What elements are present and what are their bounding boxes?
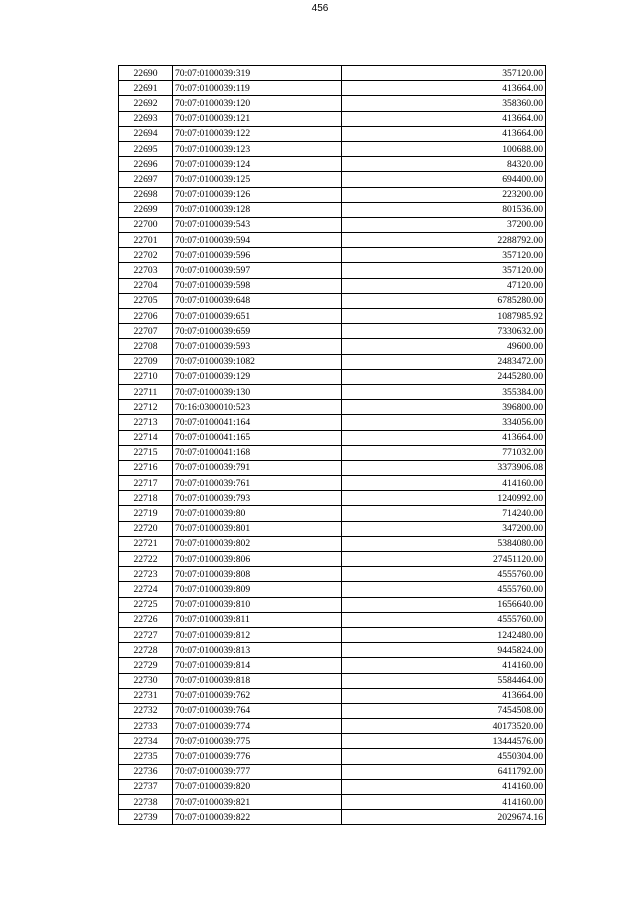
row-number: 22697 — [119, 172, 173, 187]
cadastral-value: 49600.00 — [342, 339, 546, 354]
row-number: 22704 — [119, 278, 173, 293]
row-number: 22695 — [119, 141, 173, 156]
cadastral-number: 70:07:0100039:593 — [173, 339, 342, 354]
cadastral-number: 70:07:0100039:651 — [173, 309, 342, 324]
cadastral-value: 413664.00 — [342, 688, 546, 703]
table-row — [119, 217, 546, 232]
row-number: 22739 — [119, 810, 173, 825]
cadastral-value: 357120.00 — [342, 248, 546, 263]
cadastral-number: 70:07:0100039:812 — [173, 627, 342, 642]
cadastral-number: 70:07:0100041:164 — [173, 415, 342, 430]
cadastral-value: 6785280.00 — [342, 293, 546, 308]
table-row — [119, 582, 546, 597]
cadastral-number: 70:07:0100039:777 — [173, 764, 342, 779]
page-number: 456 — [311, 3, 329, 14]
cadastral-number: 70:07:0100039:818 — [173, 673, 342, 688]
cadastral-value: 396800.00 — [342, 400, 546, 415]
cadastral-value: 413664.00 — [342, 111, 546, 126]
cadastral-value: 6411792.00 — [342, 764, 546, 779]
cadastral-value: 7454508.00 — [342, 703, 546, 718]
cadastral-number: 70:07:0100039:594 — [173, 233, 342, 248]
table-row — [119, 293, 546, 308]
row-number: 22736 — [119, 764, 173, 779]
table-row — [119, 673, 546, 688]
row-number: 22706 — [119, 309, 173, 324]
cadastral-number: 70:07:0100039:119 — [173, 81, 342, 96]
cadastral-number: 70:07:0100039:808 — [173, 567, 342, 582]
cadastral-value: 40173520.00 — [342, 719, 546, 734]
row-number: 22703 — [119, 263, 173, 278]
row-number: 22707 — [119, 324, 173, 339]
cadastral-number: 70:07:0100039:761 — [173, 476, 342, 491]
cadastral-value: 355384.00 — [342, 384, 546, 399]
cadastral-number: 70:07:0100039:793 — [173, 491, 342, 506]
cadastral-number: 70:07:0100039:774 — [173, 719, 342, 734]
row-number: 22731 — [119, 688, 173, 703]
table-row — [119, 658, 546, 673]
table-row — [119, 749, 546, 764]
table-row — [119, 552, 546, 567]
cadastral-number: 70:07:0100039:596 — [173, 248, 342, 263]
table-row — [119, 324, 546, 339]
row-number: 22692 — [119, 96, 173, 111]
table-row — [119, 688, 546, 703]
table-row — [119, 476, 546, 491]
row-number: 22722 — [119, 552, 173, 567]
row-number: 22719 — [119, 506, 173, 521]
cadastral-number: 70:07:0100039:130 — [173, 384, 342, 399]
cadastral-number: 70:07:0100039:810 — [173, 597, 342, 612]
row-number: 22711 — [119, 384, 173, 399]
row-number: 22738 — [119, 795, 173, 810]
row-number: 22732 — [119, 703, 173, 718]
cadastral-number: 70:07:0100039:822 — [173, 810, 342, 825]
table-row — [119, 111, 546, 126]
cadastral-value: 27451120.00 — [342, 552, 546, 567]
cadastral-number: 70:07:0100039:814 — [173, 658, 342, 673]
cadastral-number: 70:07:0100039:813 — [173, 643, 342, 658]
cadastral-number: 70:07:0100041:168 — [173, 445, 342, 460]
table-row — [119, 384, 546, 399]
cadastral-value: 2483472.00 — [342, 354, 546, 369]
cadastral-number: 70:07:0100039:122 — [173, 126, 342, 141]
cadastral-number: 70:16:0300010:523 — [173, 400, 342, 415]
row-number: 22728 — [119, 643, 173, 658]
cadastral-value: 84320.00 — [342, 157, 546, 172]
row-number: 22725 — [119, 597, 173, 612]
row-number: 22708 — [119, 339, 173, 354]
cadastral-value: 1087985.92 — [342, 309, 546, 324]
cadastral-value: 1240992.00 — [342, 491, 546, 506]
table-row — [119, 248, 546, 263]
cadastral-number: 70:07:0100039:821 — [173, 795, 342, 810]
row-number: 22721 — [119, 536, 173, 551]
table-row — [119, 612, 546, 627]
cadastral-value: 4555760.00 — [342, 612, 546, 627]
cadastral-value: 334056.00 — [342, 415, 546, 430]
cadastral-number: 70:07:0100039:543 — [173, 217, 342, 232]
row-number: 22709 — [119, 354, 173, 369]
table-row — [119, 430, 546, 445]
cadastral-value: 2445280.00 — [342, 369, 546, 384]
cadastral-number: 70:07:0100039:659 — [173, 324, 342, 339]
row-number: 22734 — [119, 734, 173, 749]
row-number: 22702 — [119, 248, 173, 263]
cadastral-number: 70:07:0100039:128 — [173, 202, 342, 217]
table-row — [119, 643, 546, 658]
cadastral-number: 70:07:0100039:775 — [173, 734, 342, 749]
table-row — [119, 567, 546, 582]
cadastral-number: 70:07:0100039:811 — [173, 612, 342, 627]
cadastral-number: 70:07:0100039:123 — [173, 141, 342, 156]
cadastral-value: 413664.00 — [342, 430, 546, 445]
table-row — [119, 126, 546, 141]
row-number: 22723 — [119, 567, 173, 582]
table-row — [119, 536, 546, 551]
row-number: 22699 — [119, 202, 173, 217]
row-number: 22715 — [119, 445, 173, 460]
table-row — [119, 263, 546, 278]
row-number: 22694 — [119, 126, 173, 141]
cadastral-number: 70:07:0100039:124 — [173, 157, 342, 172]
row-number: 22717 — [119, 476, 173, 491]
row-number: 22727 — [119, 627, 173, 642]
table-row — [119, 734, 546, 749]
table-row — [119, 202, 546, 217]
table-row — [119, 460, 546, 475]
cadastral-number: 70:07:0100039:597 — [173, 263, 342, 278]
table-row — [119, 779, 546, 794]
table-row — [119, 339, 546, 354]
cadastral-value: 47120.00 — [342, 278, 546, 293]
cadastral-value: 9445824.00 — [342, 643, 546, 658]
row-number: 22690 — [119, 66, 173, 81]
row-number: 22726 — [119, 612, 173, 627]
table-row — [119, 81, 546, 96]
row-number: 22713 — [119, 415, 173, 430]
row-number: 22730 — [119, 673, 173, 688]
cadastral-value: 414160.00 — [342, 658, 546, 673]
table-row — [119, 703, 546, 718]
row-number: 22696 — [119, 157, 173, 172]
cadastral-number: 70:07:0100039:776 — [173, 749, 342, 764]
table-row — [119, 810, 546, 825]
row-number: 22735 — [119, 749, 173, 764]
table-row — [119, 369, 546, 384]
table-row — [119, 172, 546, 187]
cadastral-value: 358360.00 — [342, 96, 546, 111]
row-number: 22712 — [119, 400, 173, 415]
table-row — [119, 233, 546, 248]
table-row — [119, 506, 546, 521]
table-row — [119, 187, 546, 202]
cadastral-number: 70:07:0100039:806 — [173, 552, 342, 567]
row-number: 22700 — [119, 217, 173, 232]
row-number: 22733 — [119, 719, 173, 734]
cadastral-number: 70:07:0100039:762 — [173, 688, 342, 703]
cadastral-value: 414160.00 — [342, 795, 546, 810]
row-number: 22701 — [119, 233, 173, 248]
row-number: 22698 — [119, 187, 173, 202]
row-number: 22716 — [119, 460, 173, 475]
cadastral-number: 70:07:0100039:125 — [173, 172, 342, 187]
cadastral-number: 70:07:0100039:764 — [173, 703, 342, 718]
row-number: 22710 — [119, 369, 173, 384]
row-number: 22714 — [119, 430, 173, 445]
cadastral-value: 414160.00 — [342, 476, 546, 491]
table-row — [119, 719, 546, 734]
cadastral-value: 801536.00 — [342, 202, 546, 217]
cadastral-value: 694400.00 — [342, 172, 546, 187]
cadastral-value: 357120.00 — [342, 263, 546, 278]
cadastral-value: 357120.00 — [342, 66, 546, 81]
cadastral-number: 70:07:0100039:820 — [173, 779, 342, 794]
table-row — [119, 66, 546, 81]
table-row — [119, 445, 546, 460]
cadastral-value: 413664.00 — [342, 126, 546, 141]
row-number: 22691 — [119, 81, 173, 96]
cadastral-number: 70:07:0100041:165 — [173, 430, 342, 445]
cadastral-value: 771032.00 — [342, 445, 546, 460]
cadastral-value: 4555760.00 — [342, 567, 546, 582]
cadastral-value: 413664.00 — [342, 81, 546, 96]
cadastral-value-table — [118, 65, 546, 825]
table-row — [119, 400, 546, 415]
table-row — [119, 795, 546, 810]
table-body — [119, 66, 546, 825]
cadastral-value: 347200.00 — [342, 521, 546, 536]
table-row — [119, 141, 546, 156]
row-number: 22737 — [119, 779, 173, 794]
row-number: 22693 — [119, 111, 173, 126]
cadastral-value: 714240.00 — [342, 506, 546, 521]
table-row — [119, 627, 546, 642]
cadastral-value: 13444576.00 — [342, 734, 546, 749]
table-row — [119, 96, 546, 111]
cadastral-value: 2029674.16 — [342, 810, 546, 825]
cadastral-number: 70:07:0100039:80 — [173, 506, 342, 521]
cadastral-number: 70:07:0100039:120 — [173, 96, 342, 111]
row-number: 22705 — [119, 293, 173, 308]
table-row — [119, 354, 546, 369]
cadastral-value: 7330632.00 — [342, 324, 546, 339]
cadastral-value: 1656640.00 — [342, 597, 546, 612]
row-number: 22729 — [119, 658, 173, 673]
cadastral-value: 2288792.00 — [342, 233, 546, 248]
cadastral-value: 414160.00 — [342, 779, 546, 794]
table-row — [119, 309, 546, 324]
cadastral-value: 3373906.08 — [342, 460, 546, 475]
row-number: 22720 — [119, 521, 173, 536]
cadastral-value: 100688.00 — [342, 141, 546, 156]
cadastral-value: 4550304.00 — [342, 749, 546, 764]
cadastral-number: 70:07:0100039:791 — [173, 460, 342, 475]
cadastral-number: 70:07:0100039:121 — [173, 111, 342, 126]
cadastral-value: 223200.00 — [342, 187, 546, 202]
table-row — [119, 491, 546, 506]
cadastral-value: 5384080.00 — [342, 536, 546, 551]
cadastral-number: 70:07:0100039:126 — [173, 187, 342, 202]
table-row — [119, 278, 546, 293]
row-number: 22724 — [119, 582, 173, 597]
table-row — [119, 521, 546, 536]
cadastral-number: 70:07:0100039:801 — [173, 521, 342, 536]
cadastral-number: 70:07:0100039:809 — [173, 582, 342, 597]
cadastral-number: 70:07:0100039:648 — [173, 293, 342, 308]
table-row — [119, 157, 546, 172]
cadastral-value: 37200.00 — [342, 217, 546, 232]
cadastral-number: 70:07:0100039:598 — [173, 278, 342, 293]
table-row — [119, 415, 546, 430]
table-row — [119, 764, 546, 779]
row-number: 22718 — [119, 491, 173, 506]
cadastral-value: 4555760.00 — [342, 582, 546, 597]
cadastral-number: 70:07:0100039:319 — [173, 66, 342, 81]
table-row — [119, 597, 546, 612]
cadastral-number: 70:07:0100039:802 — [173, 536, 342, 551]
cadastral-value: 1242480.00 — [342, 627, 546, 642]
cadastral-value: 5584464.00 — [342, 673, 546, 688]
cadastral-number: 70:07:0100039:1082 — [173, 354, 342, 369]
cadastral-number: 70:07:0100039:129 — [173, 369, 342, 384]
